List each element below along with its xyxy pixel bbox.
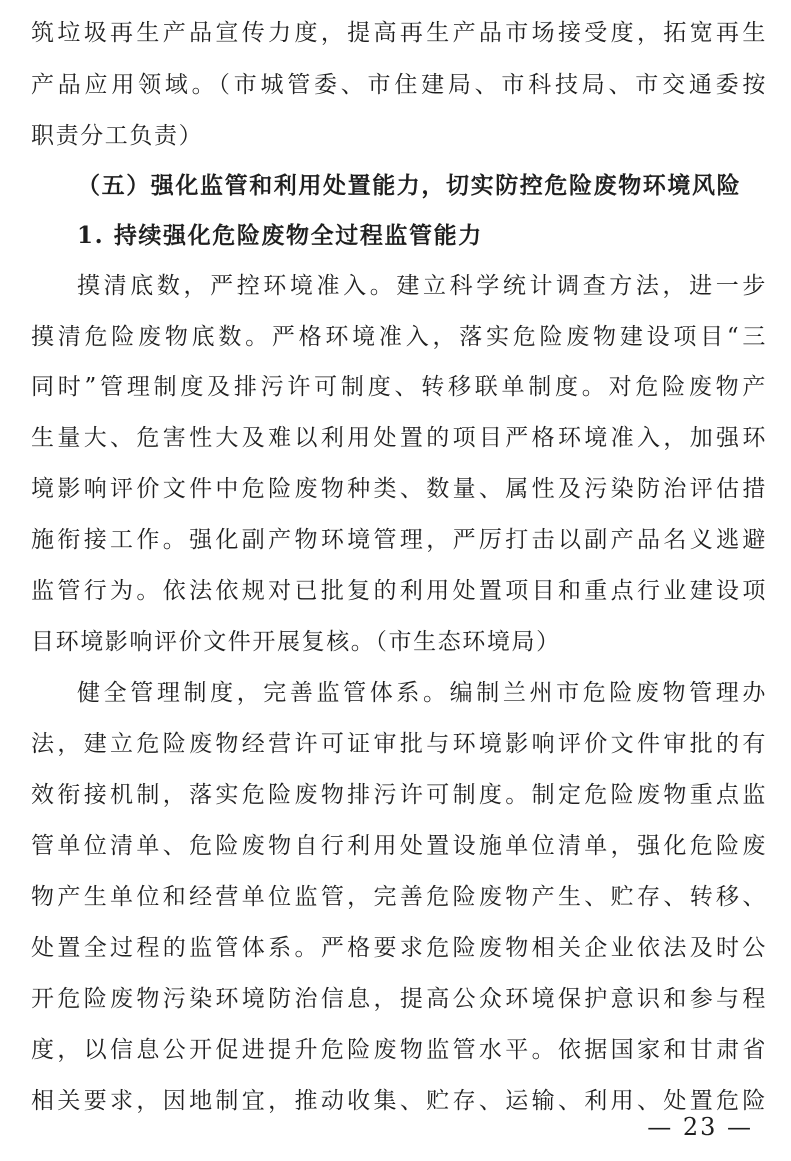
body-text-line: 同时”管理制度及排污许可制度、转移联单制度。对危险废物产 — [31, 374, 767, 400]
page-number: — 23 — — [647, 1113, 753, 1141]
body-text-line: 物产生单位和经营单位监管，完善危险废物产生、贮存、转移、 — [31, 884, 767, 910]
body-text-line: 法，建立危险废物经营许可证审批与环境影响评价文件审批的有 — [31, 731, 767, 757]
body-text-line: 筑垃圾再生产品宣传力度，提高再生产品市场接受度，拓宽再生 — [31, 20, 767, 46]
body-text-line: 产品应用领域。（市城管委、市住建局、市科技局、市交通委按 — [31, 72, 767, 98]
section-heading: （五）强化监管和利用处置能力，切实防控危险废物环境风险 — [77, 172, 742, 199]
body-text-line: 相关要求，因地制宜，推动收集、贮存、运输、利用、处置危险 — [31, 1088, 767, 1114]
subsection-heading: 1. 持续强化危险废物全过程监管能力 — [77, 222, 483, 249]
body-text-line: 施衔接工作。强化副产物环境管理，严厉打击以副产品名义逃避 — [31, 527, 767, 553]
body-text-line: 职责分工负责） — [31, 123, 204, 149]
body-text-line: 监管行为。依法依规对已批复的利用处置项目和重点行业建设项 — [31, 578, 767, 604]
paragraph-lead-line: 健全管理制度，完善监管体系。编制兰州市危险废物管理办 — [77, 680, 767, 706]
body-text-line: 目环境影响评价文件开展复核。（市生态环境局） — [31, 629, 561, 655]
body-text-line: 处置全过程的监管体系。严格要求危险废物相关企业依法及时公 — [31, 935, 767, 961]
body-text-line: 生量大、危害性大及难以利用处置的项目严格环境准入，加强环 — [31, 425, 767, 451]
paragraph-lead-line: 摸清底数，严控环境准入。建立科学统计调查方法，进一步 — [77, 273, 767, 299]
body-text-line: 摸清危险废物底数。严格环境准入，落实危险废物建设项目“三 — [31, 324, 767, 350]
body-text-line: 境影响评价文件中危险废物种类、数量、属性及污染防治评估措 — [31, 476, 767, 502]
body-text-line: 效衔接机制，落实危险废物排污许可制度。制定危险废物重点监 — [31, 782, 767, 808]
body-text-line: 度，以信息公开促进提升危险废物监管水平。依据国家和甘肃省 — [31, 1037, 767, 1063]
body-text-line: 管单位清单、危险废物自行利用处置设施单位清单，强化危险废 — [31, 833, 767, 859]
body-text-line: 开危险废物污染环境防治信息，提高公众环境保护意识和参与程 — [31, 986, 767, 1012]
